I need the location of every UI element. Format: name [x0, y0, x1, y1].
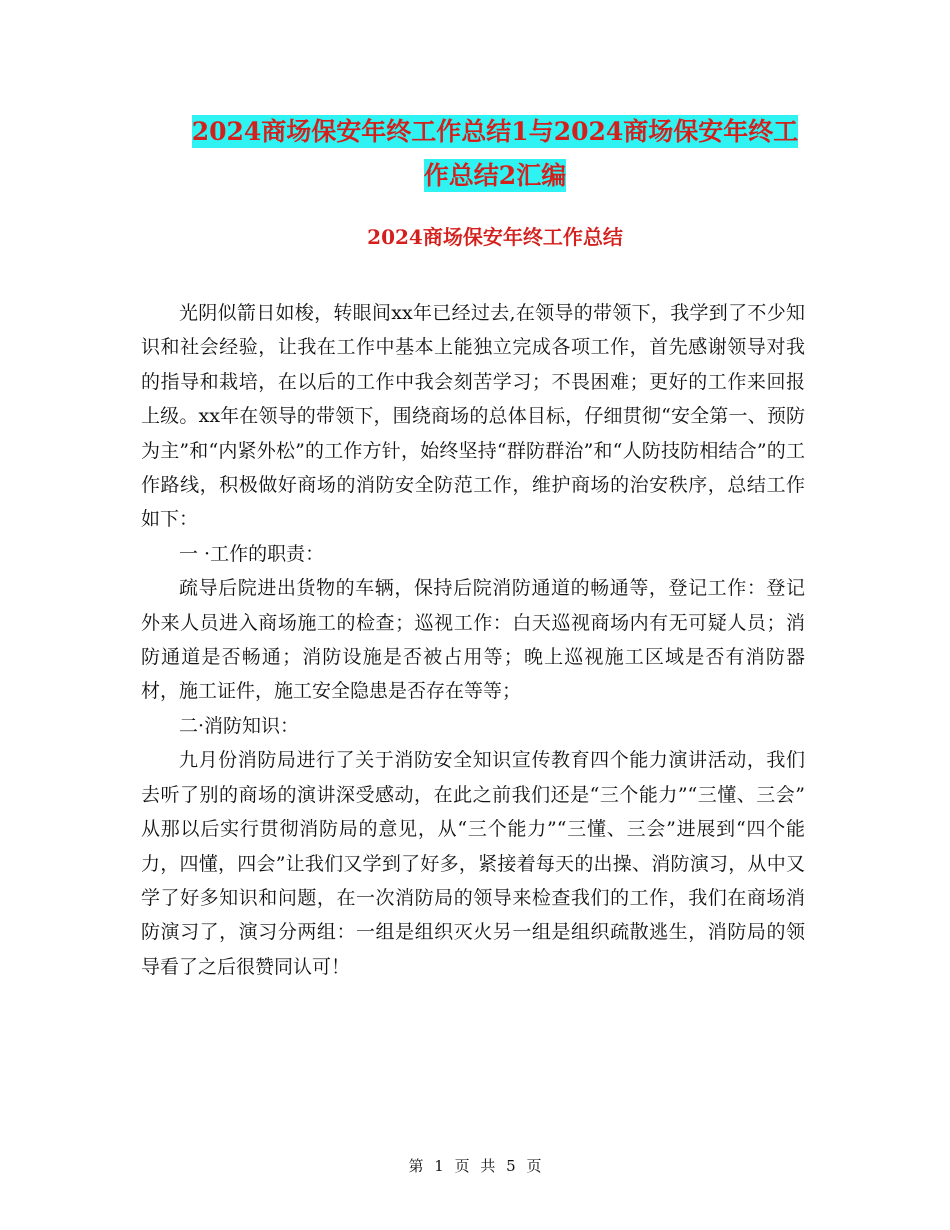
paragraph-intro: 光阴似箭日如梭，转眼间xx年已经过去,在领导的带领下，我学到了不少知识和社会经验，让我在工作中基本上能独立完成各项工作，首先感谢领导对我的指导和栽培，在以后的工作中我会刻苦学习；不畏困难；更好的工作来回报上级。xx年在领导的带领下，围绕商场的总体目标，仔细贯彻“安全第一、预防为主”和“内紧外松”的工作方针，始终坚持“群防群治”和“人防技防相结合”的工作路线，积极做好商场的消防安全防范工作，维护商场的治安秩序，总结工作如下： — [141, 302, 805, 531]
document-body — [141, 296, 805, 984]
page-footer: 第 1 页 共 5 页 — [408, 1157, 542, 1175]
document-title — [140, 110, 850, 198]
document-title-line-1: 2024商场保安年终工作总结1与2024商场保安年终工 — [191, 117, 799, 146]
paragraph-duties: 疏导后院进出货物的车辆，保持后院消防通道的畅通等，登记工作：登记外来人员进入商场施工的检查；巡视工作：白天巡视商场内有无可疑人员；消防通道是否畅通；消防设施是否被占用等；晚上巡视施工区域是否有消防器材，施工证件，施工安全隐患是否存在等等； — [141, 577, 805, 703]
heading-fire-knowledge: 二·消防知识： — [179, 714, 300, 737]
section-title: 2024商场保安年终工作总结 — [367, 225, 623, 249]
document-title-line-2: 作总结2汇编 — [423, 161, 567, 190]
paragraph-fire-knowledge: 九月份消防局进行了关于消防安全知识宣传教育四个能力演讲活动，我们去听了别的商场的演讲深受感动，在此之前我们还是“三个能力”“三懂、三会” 从那以后实行贯彻消防局的意见，从“三个能力”“三懂、三会”进展到“四个能力，四懂，四会”让我们又学到了好多，紧接着每天的出操、消防演习，从中又学了好多知识和问题，在一次消防局的领导来检查我们的工作，我们在商场消防演习了，演习分两组：一组是组织灭火另一组是组织疏散逃生，消防局的领导看了之后很赞同认可！ — [141, 749, 805, 978]
heading-duties: 一 ·工作的职责： — [179, 542, 325, 565]
